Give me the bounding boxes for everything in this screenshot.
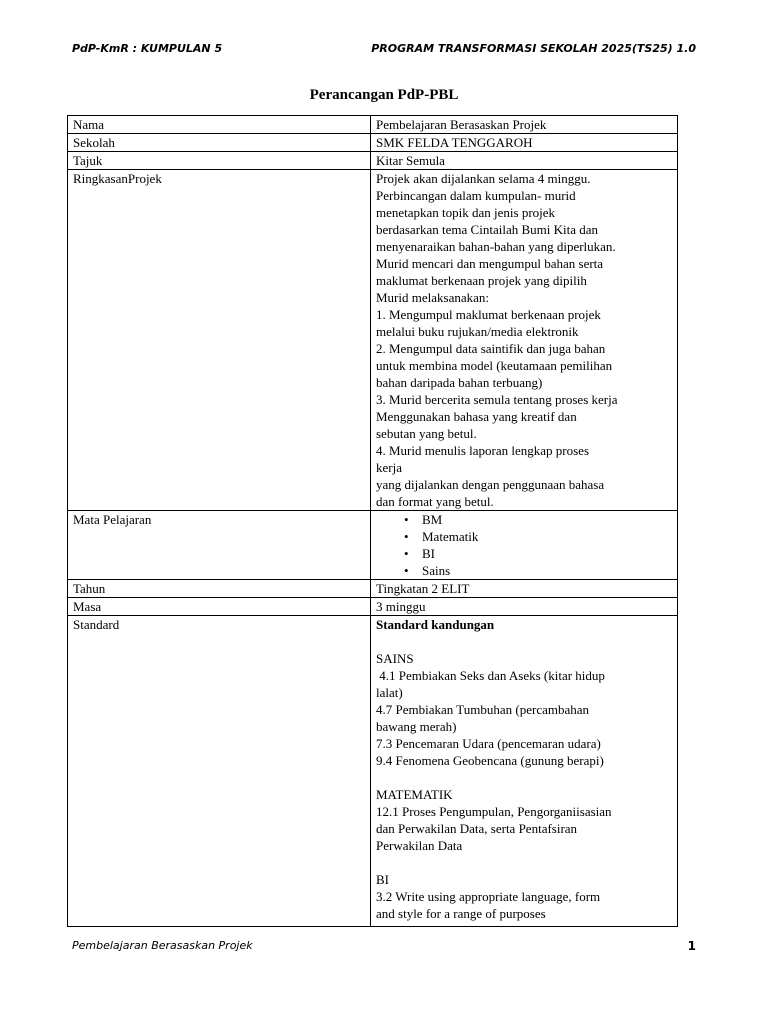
subject-list xyxy=(376,511,675,579)
row-value: SMK FELDA TENGGAROH xyxy=(371,134,678,152)
list-item xyxy=(404,545,675,562)
row-label: Tajuk xyxy=(68,152,371,170)
row-label: RingkasanProjek xyxy=(68,170,371,511)
table-row-tajuk xyxy=(68,152,678,170)
summary-line: kerja xyxy=(376,460,402,475)
table-row-tahun xyxy=(68,580,678,598)
list-item xyxy=(404,511,675,528)
table-row-sekolah xyxy=(68,134,678,152)
summary-line: Murid mencari dan mengumpul bahan serta xyxy=(376,256,604,271)
summary-line: bahan daripada bahan terbuang) xyxy=(376,375,543,390)
summary-line: menyenaraikan bahan-bahan yang diperlukan. xyxy=(376,239,616,254)
project-summary-cell xyxy=(371,170,678,511)
subject-label: Matematik xyxy=(422,529,479,544)
bi-title: BI xyxy=(376,872,389,887)
standard-cell xyxy=(371,616,678,927)
table-row-masa xyxy=(68,598,678,616)
summary-line: untuk membina model (keutamaan pemilihan xyxy=(376,358,613,373)
table-row-mata-pelajaran xyxy=(68,511,678,580)
header-right-text: PROGRAM TRANSFORMASI SEKOLAH 2025(TS25) 1.0 xyxy=(371,42,696,55)
subject-label: Sains xyxy=(422,563,451,578)
spacer xyxy=(376,854,675,871)
sains-line: 7.3 Pencemaran Udara (pencemaran udara) xyxy=(376,736,601,751)
row-value: Pembelajaran Berasaskan Projek xyxy=(371,116,678,134)
summary-line: Murid melaksanakan: xyxy=(376,290,489,305)
summary-line: maklumat berkenaan projek yang dipilih xyxy=(376,273,587,288)
matematik-line: 12.1 Proses Pengumpulan, Pengorganiisasian xyxy=(376,804,612,819)
list-item xyxy=(404,562,675,579)
spacer xyxy=(376,769,675,786)
subjects-cell xyxy=(371,511,678,580)
table-row-ringkasan xyxy=(68,170,678,511)
summary-line: Menggunakan bahasa yang kreatif dan xyxy=(376,409,577,424)
summary-line: 3. Murid bercerita semula tentang proses kerja xyxy=(376,392,618,407)
sains-line: lalat) xyxy=(376,685,403,700)
bullet-icon: • xyxy=(404,563,409,578)
summary-line: Projek akan dijalankan selama 4 minggu. xyxy=(376,171,591,186)
page-number: 1 xyxy=(687,939,696,953)
table-row-standard xyxy=(68,616,678,927)
header-left-text: PdP-KmR : KUMPULAN 5 xyxy=(72,42,223,55)
bi-line: 3.2 Write using appropriate language, form xyxy=(376,889,601,904)
row-label: Tahun xyxy=(68,580,371,598)
summary-line: 4. Murid menulis laporan lengkap proses xyxy=(376,443,590,458)
row-label: Sekolah xyxy=(68,134,371,152)
row-label: Nama xyxy=(68,116,371,134)
row-value: Kitar Semula xyxy=(371,152,678,170)
sains-line: bawang merah) xyxy=(376,719,457,734)
summary-line: 1. Mengumpul maklumat berkenaan projek xyxy=(376,307,601,322)
document-title: Perancangan PdP-PBL xyxy=(309,87,459,103)
matematik-line: Perwakilan Data xyxy=(376,838,463,853)
row-label: Masa xyxy=(68,598,371,616)
subject-label: BI xyxy=(422,546,435,561)
sains-line: 4.1 Pembiakan Seks dan Aseks (kitar hidup xyxy=(376,668,605,683)
list-item xyxy=(404,528,675,545)
summary-line: 2. Mengumpul data saintifik dan juga bahan xyxy=(376,341,606,356)
subject-label: BM xyxy=(422,512,443,527)
row-value: 3 minggu xyxy=(371,598,678,616)
row-value: Tingkatan 2 ELIT xyxy=(371,580,678,598)
summary-line: yang dijalankan dengan penggunaan bahasa xyxy=(376,477,605,492)
summary-line: melalui buku rujukan/media elektronik xyxy=(376,324,579,339)
summary-line: menetapkan topik dan jenis projek xyxy=(376,205,556,220)
spacer xyxy=(376,633,675,650)
sains-line: 9.4 Fenomena Geobencana (gunung berapi) xyxy=(376,753,604,768)
summary-line: berdasarkan tema Cintailah Bumi Kita dan xyxy=(376,222,599,237)
sains-title: SAINS xyxy=(376,651,414,666)
summary-line: dan format yang betul. xyxy=(376,494,494,509)
bi-line: and style for a range of purposes xyxy=(376,906,546,921)
standard-heading: Standard kandungan xyxy=(376,617,495,632)
row-label: Mata Pelajaran xyxy=(68,511,371,580)
bullet-icon: • xyxy=(404,529,409,544)
sains-line: 4.7 Pembiakan Tumbuhan (percambahan xyxy=(376,702,590,717)
planning-table xyxy=(67,115,678,927)
summary-line: sebutan yang betul. xyxy=(376,426,477,441)
matematik-title: MATEMATIK xyxy=(376,787,453,802)
bullet-icon: • xyxy=(404,512,409,527)
table-row-nama xyxy=(68,116,678,134)
matematik-line: dan Perwakilan Data, serta Pentafsiran xyxy=(376,821,578,836)
summary-line: Perbincangan dalam kumpulan- murid xyxy=(376,188,576,203)
footer-left-text: Pembelajaran Berasaskan Projek xyxy=(72,939,253,952)
bullet-icon: • xyxy=(404,546,409,561)
row-label: Standard xyxy=(68,616,371,927)
